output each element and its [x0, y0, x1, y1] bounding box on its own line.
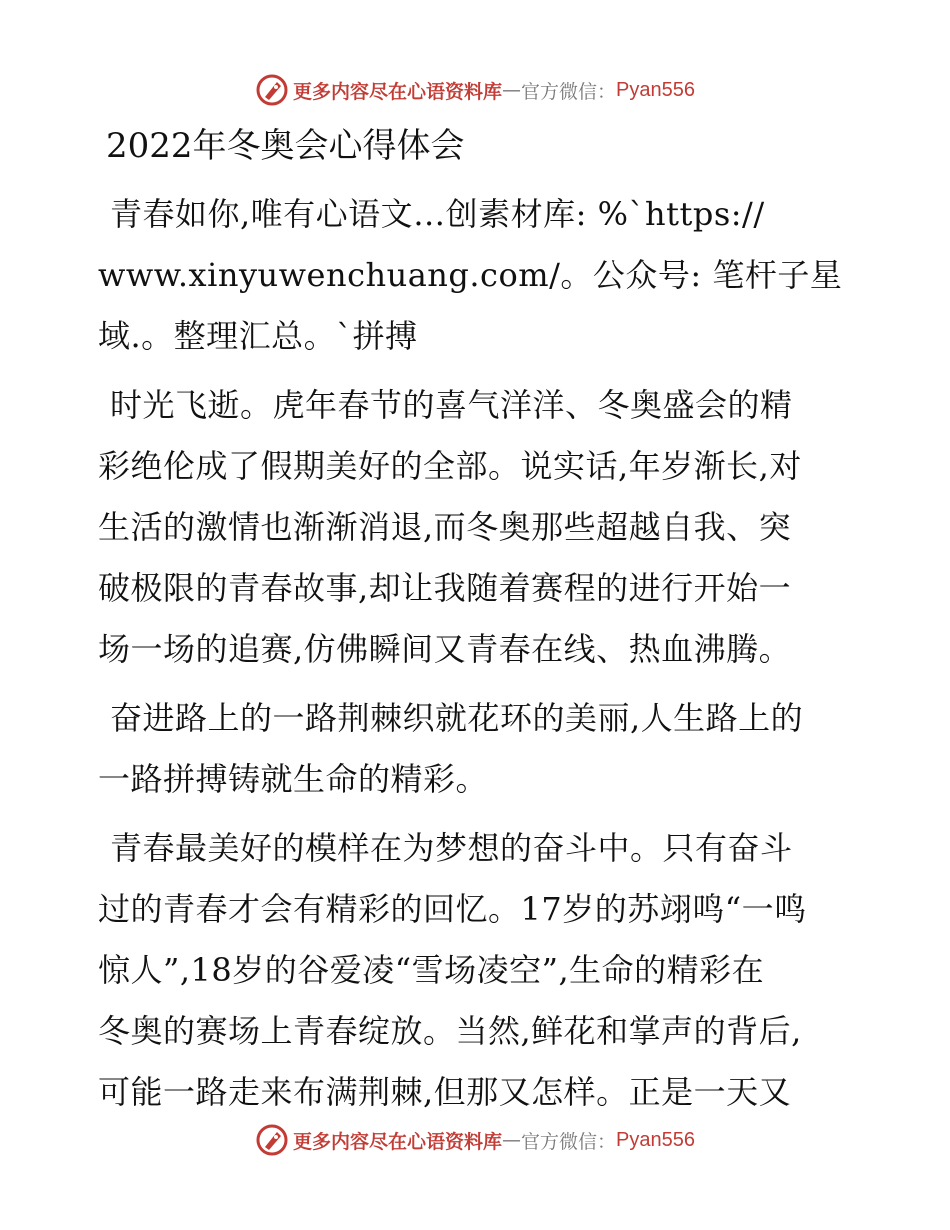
- watermark-separator: —: [502, 1129, 522, 1151]
- footer-watermark: [0, 1120, 950, 1160]
- watermark-wechat-id: Pyan556: [616, 78, 695, 101]
- document-body: [98, 122, 858, 1131]
- pen-nib-circle-icon: [255, 1123, 289, 1157]
- text-line: 青春如你,唯有心语文…创素材库: %`https://: [110, 195, 765, 233]
- text-line: 冬奥的赛场上青春绽放。当然,鲜花和掌声的背后,: [98, 1012, 802, 1050]
- watermark-separator: —: [502, 79, 522, 101]
- paragraph-4: [98, 818, 858, 1123]
- text-line: 域.。整理汇总。`拼搏: [98, 317, 418, 355]
- header-watermark: [0, 70, 950, 110]
- document-title: 2022年冬奥会心得体会: [106, 126, 465, 166]
- text-line: 彩绝伦成了假期美好的全部。说实话,年岁渐长,对: [98, 447, 802, 485]
- text-line: 生活的激情也渐渐消退,而冬奥那些超越自我、突: [98, 508, 792, 546]
- text-line: www.xinyuwenchuang.com/。公众号: 笔杆子星: [98, 256, 843, 294]
- text-line: 惊人”,18岁的谷爱凌“雪场凌空”,生命的精彩在: [98, 951, 765, 989]
- watermark-label: 官方微信：: [521, 1130, 617, 1153]
- text-line: 场一场的追赛,仿佛瞬间又青春在线、热血沸腾。: [98, 630, 792, 668]
- text-line: 青春最美好的模样在为梦想的奋斗中。只有奋斗: [110, 829, 793, 867]
- pen-nib-circle-icon: [255, 73, 289, 107]
- paragraph-2: [98, 375, 858, 680]
- text-line: 奋进路上的一路荆棘织就花环的美丽,人生路上的: [110, 699, 804, 737]
- text-line: 破极限的青春故事,却让我随着赛程的进行开始一: [98, 569, 792, 607]
- watermark-wechat-id: Pyan556: [616, 1128, 695, 1151]
- text-line: 过的青春才会有精彩的回忆。17岁的苏翊鸣“一鸣: [98, 890, 807, 928]
- text-line: 时光飞逝。虎年春节的喜气洋洋、冬奥盛会的精: [110, 386, 793, 424]
- text-line: 一路拼搏铸就生命的精彩。: [98, 760, 489, 798]
- paragraph-3: [98, 688, 858, 810]
- watermark-text: 更多内容尽在心语资料库: [293, 80, 503, 103]
- paragraph-1: [98, 184, 858, 367]
- text-line: 可能一路走来布满荆棘,但那又怎样。正是一天又: [98, 1073, 792, 1111]
- watermark-label: 官方微信：: [521, 80, 617, 103]
- watermark-text: 更多内容尽在心语资料库: [293, 1130, 503, 1153]
